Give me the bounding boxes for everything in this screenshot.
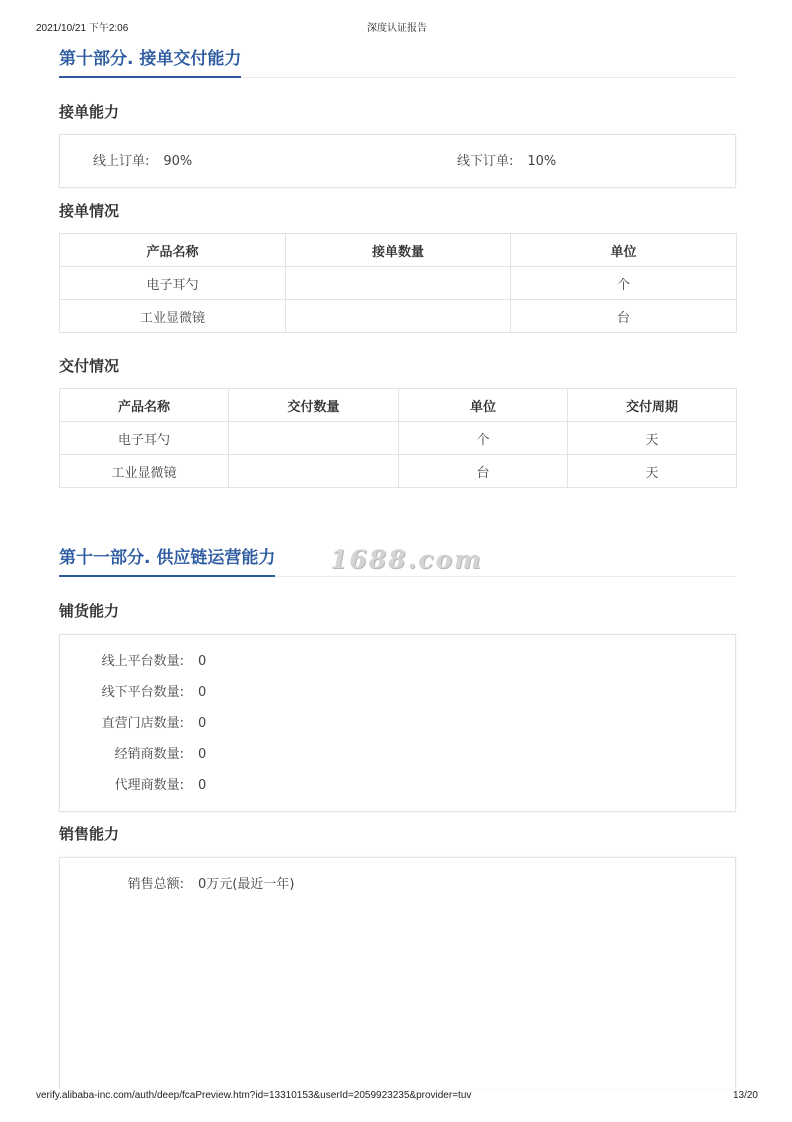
order-status-table (59, 233, 737, 333)
print-footer (36, 1090, 758, 1104)
offline-order-label: 线下订单: (457, 154, 514, 169)
sales-total-label: 销售总额: (127, 877, 184, 892)
print-datetime: 2021/10/21 下午2:06 (36, 23, 129, 34)
column-header: 交付周期 (568, 389, 737, 422)
table-cell (286, 300, 511, 333)
table-cell: 工业显微镜 (60, 455, 229, 488)
table-cell: 电子耳勺 (60, 267, 286, 300)
watermark-logo: 1688.com (330, 545, 483, 574)
table-cell (229, 422, 399, 455)
distribution-box (59, 634, 736, 812)
distribution-label: 代理商数量: (114, 778, 184, 793)
order-capacity-title: 接单能力 (59, 103, 120, 121)
delivery-status-title: 交付情况 (59, 357, 120, 375)
distribution-title: 铺货能力 (59, 602, 120, 620)
online-order-label: 线上订单: (93, 154, 150, 169)
column-header: 交付数量 (229, 389, 399, 422)
distribution-label: 线上平台数量: (101, 654, 184, 669)
distribution-value: 0 (198, 747, 207, 762)
distribution-value: 0 (198, 716, 207, 731)
distribution-value: 0 (198, 778, 207, 793)
print-header (36, 19, 758, 33)
table-row (60, 422, 737, 455)
distribution-label: 线下平台数量: (101, 685, 184, 700)
column-header: 接单数量 (286, 234, 511, 267)
distribution-row (80, 715, 206, 733)
table-cell: 天 (568, 422, 737, 455)
table-row (60, 300, 737, 333)
table-row (60, 267, 737, 300)
table-cell: 个 (511, 267, 737, 300)
distribution-label: 直营门店数量: (101, 716, 184, 731)
column-header: 单位 (399, 389, 568, 422)
distribution-row (80, 653, 206, 671)
distribution-row (80, 684, 206, 702)
table-cell: 台 (511, 300, 737, 333)
online-order-row (93, 153, 192, 171)
sales-box (59, 857, 736, 1089)
distribution-row (80, 777, 206, 795)
table-cell: 台 (399, 455, 568, 488)
table-header-row (60, 389, 737, 422)
column-header: 产品名称 (60, 389, 229, 422)
distribution-value: 0 (198, 654, 207, 669)
section-11-title-text: 第十一部分. 供应链运营能力 (59, 547, 275, 577)
offline-order-value: 10% (527, 154, 557, 169)
table-cell: 工业显微镜 (60, 300, 286, 333)
print-doc-title: 深度认证报告 (367, 23, 427, 34)
table-cell (229, 455, 399, 488)
distribution-row (80, 746, 206, 764)
table-header-row (60, 234, 737, 267)
distribution-label: 经销商数量: (114, 747, 184, 762)
online-order-value: 90% (163, 154, 193, 169)
order-status-title: 接单情况 (59, 202, 120, 220)
table-row (60, 455, 737, 488)
delivery-status-table (59, 388, 737, 488)
offline-order-row (457, 153, 556, 171)
table-cell: 电子耳勺 (60, 422, 229, 455)
table-cell: 天 (568, 455, 737, 488)
sales-total-value: 0万元(最近一年) (198, 877, 295, 892)
table-cell (286, 267, 511, 300)
column-header: 单位 (511, 234, 737, 267)
page-url: verify.alibaba-inc.com/auth/deep/fcaPreview.htm?id=13310153&userId=2059923235&provider=tuv (36, 1090, 472, 1101)
distribution-value: 0 (198, 685, 207, 700)
section-10-title-text: 第十部分. 接单交付能力 (59, 48, 241, 78)
section-10-title (59, 44, 736, 78)
sales-total-row (80, 876, 294, 894)
order-capacity-box (59, 134, 736, 188)
column-header: 产品名称 (60, 234, 286, 267)
sales-title: 销售能力 (59, 825, 120, 843)
page-number: 13/20 (732, 1090, 758, 1101)
table-cell: 个 (399, 422, 568, 455)
